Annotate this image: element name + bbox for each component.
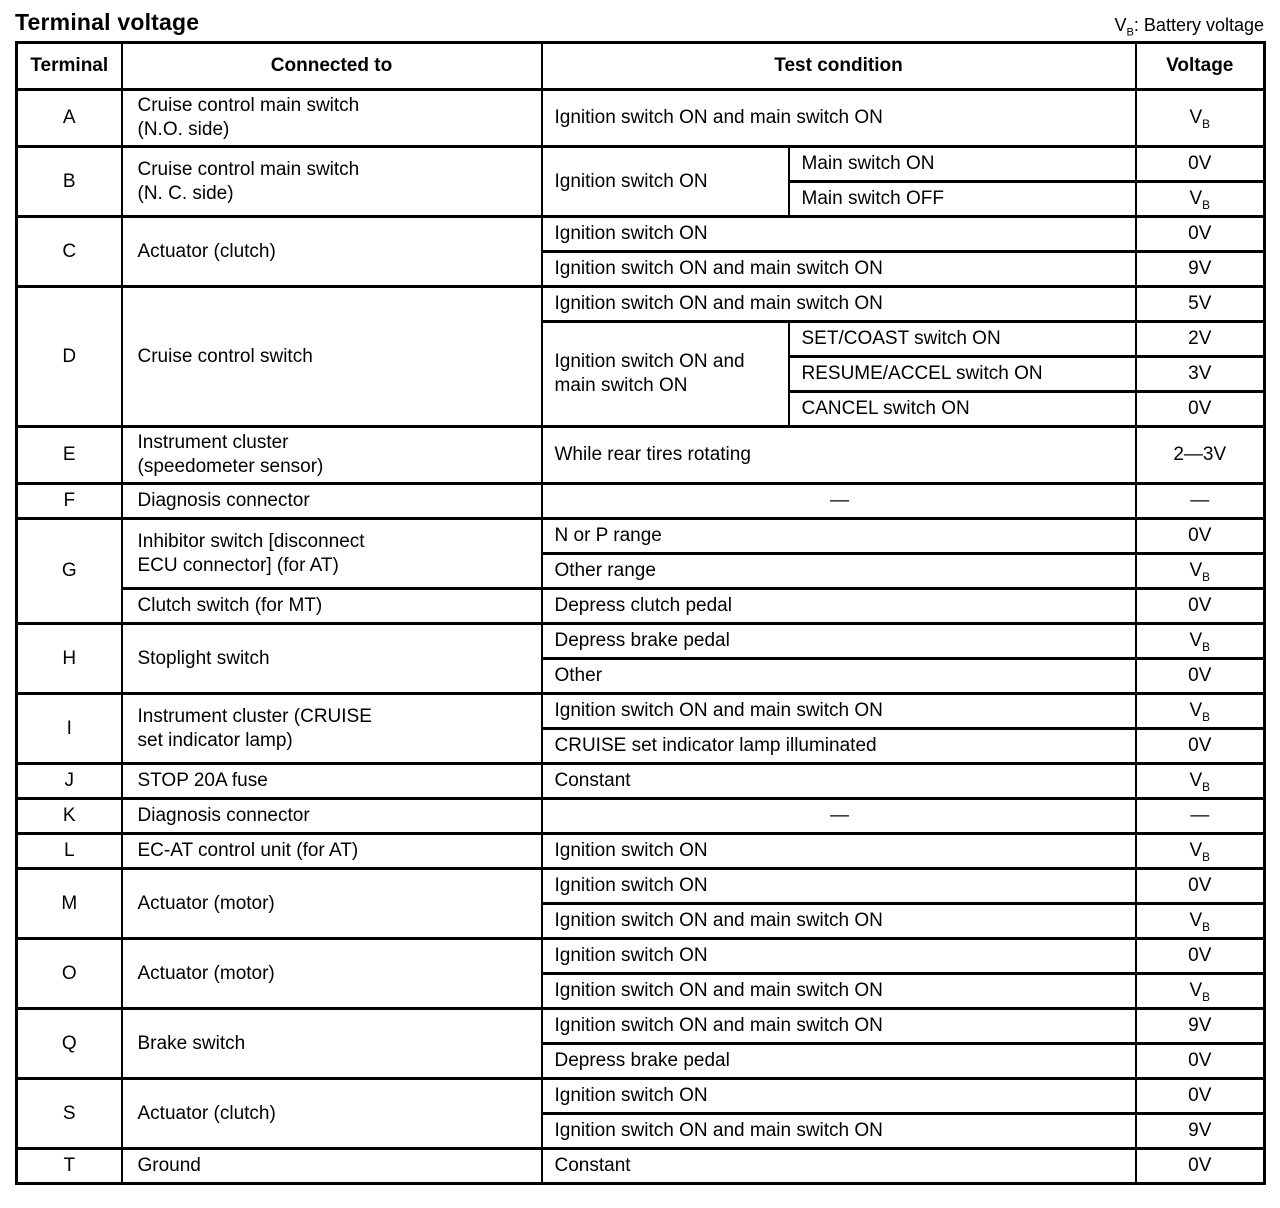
condition-cell: Constant <box>542 764 1136 799</box>
condition-cell: Ignition switch ON <box>542 1079 1136 1114</box>
connected-to-cell: Cruise control main switch (N.O. side) <box>122 90 542 147</box>
table-row-A <box>17 90 1265 147</box>
table-row-E <box>17 427 1265 484</box>
voltage-cell: $V_B$ <box>1136 834 1265 869</box>
terminal-cell: Q <box>17 1009 122 1079</box>
table-row-G <box>17 519 1265 554</box>
condition-cell: Depress clutch pedal <box>542 589 1136 624</box>
connected-to-cell: Cruise control switch <box>122 287 542 427</box>
terminal-cell: F <box>17 484 122 519</box>
condition-cell: Ignition switch ON and main switch ON <box>542 694 1136 729</box>
voltage-cell: 0V <box>1136 869 1265 904</box>
terminal-voltage-table <box>15 41 1266 1185</box>
condition-cell: RESUME/ACCEL switch ON <box>789 357 1136 392</box>
condition-group-label: Ignition switch ON and main switch ON <box>542 322 789 427</box>
table-header-row <box>17 43 1265 90</box>
table-row-B <box>17 147 1265 182</box>
voltage-cell: 0V <box>1136 519 1265 554</box>
terminal-cell: O <box>17 939 122 1009</box>
connected-to-cell: Actuator (motor) <box>122 869 542 939</box>
condition-cell: Main switch ON <box>789 147 1136 182</box>
condition-cell: SET/COAST switch ON <box>789 322 1136 357</box>
connected-to-cell: Actuator (clutch) <box>122 217 542 287</box>
table-row-J <box>17 764 1265 799</box>
connected-to-cell: STOP 20A fuse <box>122 764 542 799</box>
terminal-cell: S <box>17 1079 122 1149</box>
connected-to-cell: Instrument cluster (CRUISE set indicator lamp) <box>122 694 542 764</box>
terminal-cell: E <box>17 427 122 484</box>
condition-cell: Other <box>542 659 1136 694</box>
terminal-cell: J <box>17 764 122 799</box>
condition-cell: Ignition switch ON <box>542 869 1136 904</box>
page-header <box>15 4 1266 39</box>
connected-to-cell: Cruise control main switch (N. C. side) <box>122 147 542 217</box>
condition-cell: Ignition switch ON <box>542 939 1136 974</box>
battery-voltage-note: $V_B$: Battery voltage <box>1114 15 1264 39</box>
table-row-S <box>17 1079 1265 1114</box>
condition-cell: Ignition switch ON <box>542 217 1136 252</box>
voltage-cell: $V_B$ <box>1136 974 1265 1009</box>
page-title: Terminal voltage <box>15 9 200 35</box>
table-row-K <box>17 799 1265 834</box>
voltage-cell: $V_B$ <box>1136 764 1265 799</box>
condition-cell: Main switch OFF <box>789 182 1136 217</box>
table-row-O <box>17 939 1265 974</box>
col-header-voltage: Voltage <box>1136 43 1265 90</box>
condition-cell: Depress brake pedal <box>542 624 1136 659</box>
table-row-F <box>17 484 1265 519</box>
col-header-connected-to: Connected to <box>122 43 542 90</box>
terminal-cell: L <box>17 834 122 869</box>
voltage-cell: 0V <box>1136 589 1265 624</box>
condition-cell: — <box>542 484 1136 519</box>
terminal-cell: A <box>17 90 122 147</box>
voltage-cell: — <box>1136 799 1265 834</box>
terminal-cell: T <box>17 1149 122 1184</box>
condition-cell: Ignition switch ON <box>542 834 1136 869</box>
condition-cell: Ignition switch ON and main switch ON <box>542 287 1136 322</box>
voltage-cell: 0V <box>1136 217 1265 252</box>
connected-to-cell: Inhibitor switch [disconnect ECU connector] (for AT) <box>122 519 542 589</box>
voltage-cell: 5V <box>1136 287 1265 322</box>
condition-group-label: Ignition switch ON <box>542 147 789 217</box>
terminal-cell: D <box>17 287 122 427</box>
terminal-cell: K <box>17 799 122 834</box>
voltage-cell: 0V <box>1136 1149 1265 1184</box>
terminal-cell: G <box>17 519 122 624</box>
condition-cell: While rear tires rotating <box>542 427 1136 484</box>
connected-to-cell: Brake switch <box>122 1009 542 1079</box>
condition-cell: CANCEL switch ON <box>789 392 1136 427</box>
condition-cell: Ignition switch ON and main switch ON <box>542 252 1136 287</box>
table-row-M <box>17 869 1265 904</box>
terminal-cell: H <box>17 624 122 694</box>
condition-cell: Depress brake pedal <box>542 1044 1136 1079</box>
condition-cell: — <box>542 799 1136 834</box>
voltage-cell: 3V <box>1136 357 1265 392</box>
voltage-cell: 0V <box>1136 659 1265 694</box>
terminal-cell: I <box>17 694 122 764</box>
voltage-cell: 2V <box>1136 322 1265 357</box>
table-row-C <box>17 217 1265 252</box>
condition-cell: N or P range <box>542 519 1136 554</box>
voltage-cell: $V_B$ <box>1136 624 1265 659</box>
voltage-cell: — <box>1136 484 1265 519</box>
table-row-Q <box>17 1009 1265 1044</box>
col-header-terminal: Terminal <box>17 43 122 90</box>
connected-to-cell: Diagnosis connector <box>122 799 542 834</box>
table-row-G <box>17 589 1265 624</box>
col-header-test-condition: Test condition <box>542 43 1136 90</box>
voltage-cell: 9V <box>1136 1114 1265 1149</box>
connected-to-cell: EC-AT control unit (for AT) <box>122 834 542 869</box>
condition-cell: Other range <box>542 554 1136 589</box>
condition-cell: Constant <box>542 1149 1136 1184</box>
condition-cell: Ignition switch ON and main switch ON <box>542 1114 1136 1149</box>
connected-to-cell: Actuator (motor) <box>122 939 542 1009</box>
connected-to-cell: Ground <box>122 1149 542 1184</box>
voltage-cell: $V_B$ <box>1136 90 1265 147</box>
table-row-D <box>17 287 1265 322</box>
voltage-cell: 9V <box>1136 252 1265 287</box>
connected-to-cell: Instrument cluster (speedometer sensor) <box>122 427 542 484</box>
condition-cell: Ignition switch ON and main switch ON <box>542 974 1136 1009</box>
voltage-cell: $V_B$ <box>1136 182 1265 217</box>
connected-to-cell: Stoplight switch <box>122 624 542 694</box>
connected-to-cell: Actuator (clutch) <box>122 1079 542 1149</box>
voltage-cell: 0V <box>1136 729 1265 764</box>
terminal-cell: B <box>17 147 122 217</box>
condition-cell: Ignition switch ON and main switch ON <box>542 1009 1136 1044</box>
table-row-I <box>17 694 1265 729</box>
condition-cell: Ignition switch ON and main switch ON <box>542 904 1136 939</box>
voltage-cell: 0V <box>1136 147 1265 182</box>
voltage-cell: 2—3V <box>1136 427 1265 484</box>
condition-cell: CRUISE set indicator lamp illuminated <box>542 729 1136 764</box>
voltage-cell: 9V <box>1136 1009 1265 1044</box>
voltage-cell: 0V <box>1136 392 1265 427</box>
condition-cell: Ignition switch ON and main switch ON <box>542 90 1136 147</box>
connected-to-cell: Clutch switch (for MT) <box>122 589 542 624</box>
voltage-cell: $V_B$ <box>1136 694 1265 729</box>
terminal-cell: C <box>17 217 122 287</box>
voltage-cell: 0V <box>1136 1079 1265 1114</box>
table-row-L <box>17 834 1265 869</box>
terminal-cell: M <box>17 869 122 939</box>
table-row-T <box>17 1149 1265 1184</box>
voltage-cell: 0V <box>1136 939 1265 974</box>
voltage-cell: $V_B$ <box>1136 554 1265 589</box>
table-row-H <box>17 624 1265 659</box>
connected-to-cell: Diagnosis connector <box>122 484 542 519</box>
voltage-cell: 0V <box>1136 1044 1265 1079</box>
voltage-cell: $V_B$ <box>1136 904 1265 939</box>
